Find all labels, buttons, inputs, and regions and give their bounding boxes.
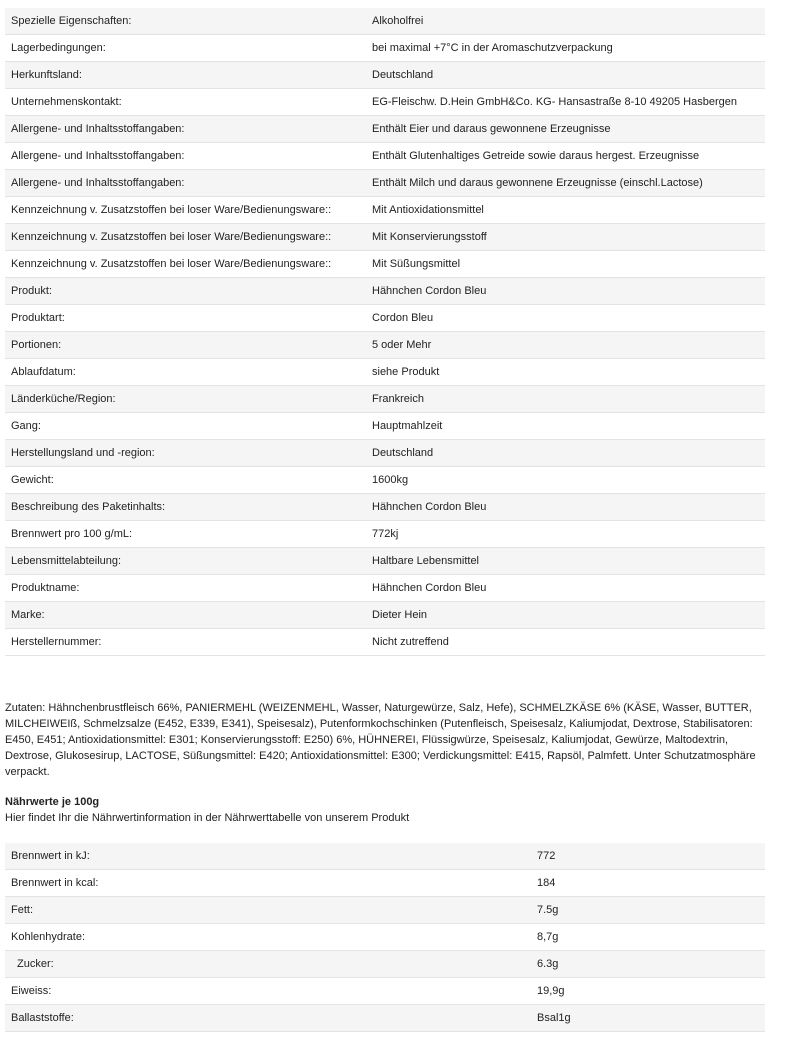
- property-label: Kennzeichnung v. Zusatzstoffen bei loser Ware/Bedienungsware::: [5, 224, 366, 251]
- property-value: Cordon Bleu: [366, 305, 765, 332]
- property-label: Herstellernummer:: [5, 629, 366, 656]
- table-row: [5, 62, 765, 89]
- property-label: Länderküche/Region:: [5, 386, 366, 413]
- table-row: [5, 305, 765, 332]
- property-label: Produktname:: [5, 575, 366, 602]
- nutrient-label: Zucker:: [5, 951, 531, 978]
- property-label: Allergene- und Inhaltsstoffangaben:: [5, 116, 366, 143]
- property-value: Mit Konservierungsstoff: [366, 224, 765, 251]
- nutrient-value: 184: [531, 870, 765, 897]
- nutrient-label: Eiweiss:: [5, 978, 531, 1005]
- property-label: Produkt:: [5, 278, 366, 305]
- table-row: [5, 548, 765, 575]
- property-label: Ablaufdatum:: [5, 359, 366, 386]
- property-value: Enthält Milch und daraus gewonnene Erzeugnisse (einschl.Lactose): [366, 170, 765, 197]
- property-label: Herkunftsland:: [5, 62, 366, 89]
- nutrition-title: Nährwerte je 100g: [5, 796, 100, 808]
- nutrient-label: Brennwert in kcal:: [5, 870, 531, 897]
- property-label: Kennzeichnung v. Zusatzstoffen bei loser Ware/Bedienungsware::: [5, 197, 366, 224]
- table-row: [5, 467, 765, 494]
- property-label: Beschreibung des Paketinhalts:: [5, 494, 366, 521]
- property-value: Hähnchen Cordon Bleu: [366, 575, 765, 602]
- table-row: [5, 521, 765, 548]
- property-value: bei maximal +7°C in der Aromaschutzverpackung: [366, 35, 765, 62]
- property-value: Mit Antioxidationsmittel: [366, 197, 765, 224]
- table-row: [5, 8, 765, 35]
- nutrient-value: 6.3g: [531, 951, 765, 978]
- property-value: EG-Fleischw. D.Hein GmbH&Co. KG- Hansastraße 8-10 49205 Hasbergen: [366, 89, 765, 116]
- property-label: Portionen:: [5, 332, 366, 359]
- table-row: [5, 494, 765, 521]
- table-row: [5, 951, 765, 978]
- nutrient-value: Bsal1g: [531, 1005, 765, 1032]
- ingredients-text: Zutaten: Hähnchenbrustfleisch 66%, PANIERMEHL (WEIZENMEHL, Wasser, Naturgewürze, Salz, Hefe), SCHMELZKÄSE 6% (KÄSE, Wasser, BUTTER, MILCHEIWEIß, Schmelzsalze (E452, E339, E341), Speisesalz), Putenformkochschinken (Putenfleisch, Speisesalz, Kaliumjodat, Dextrose, Stabilisatoren: E450, E451; Antioxidationsmittel: E301; Konservierungsstoff: E250) 6%, HÜHNEREI, Flüssigwürze, Speisesalz, Kaliumjodat, Gewürze, Maltodextrin, Dextrose, Glukosesirup, LACTOSE, Süßungsmittel: E420; Antioxidationsmittel: E300; Verdickungsmittel: E415, Rapsöl, Palmfett. Unter Schutzatmosphäre verpackt.: [5, 702, 756, 778]
- table-row: [5, 843, 765, 870]
- property-value: Frankreich: [366, 386, 765, 413]
- property-label: Unternehmenskontakt:: [5, 89, 366, 116]
- property-value: Dieter Hein: [366, 602, 765, 629]
- nutrient-value: 8,7g: [531, 924, 765, 951]
- property-value: Mit Süßungsmittel: [366, 251, 765, 278]
- property-value: 5 oder Mehr: [366, 332, 765, 359]
- nutrient-label: Kohlenhydrate:: [5, 924, 531, 951]
- table-row: [5, 978, 765, 1005]
- property-value: siehe Produkt: [366, 359, 765, 386]
- table-row: [5, 89, 765, 116]
- property-value: Deutschland: [366, 440, 765, 467]
- table-row: [5, 251, 765, 278]
- nutrient-value: 7.5g: [531, 897, 765, 924]
- table-row: [5, 116, 765, 143]
- table-row: [5, 197, 765, 224]
- table-row: [5, 332, 765, 359]
- property-label: Marke:: [5, 602, 366, 629]
- property-value: Hähnchen Cordon Bleu: [366, 494, 765, 521]
- property-label: Allergene- und Inhaltsstoffangaben:: [5, 143, 366, 170]
- table-row: [5, 143, 765, 170]
- property-label: Gang:: [5, 413, 366, 440]
- table-row: [5, 386, 765, 413]
- nutrient-value: 772: [531, 843, 765, 870]
- table-row: [5, 359, 765, 386]
- property-value: Hauptmahlzeit: [366, 413, 765, 440]
- table-row: [5, 924, 765, 951]
- property-value: Nicht zutreffend: [366, 629, 765, 656]
- table-row: [5, 413, 765, 440]
- property-label: Brennwert pro 100 g/mL:: [5, 521, 366, 548]
- table-row: [5, 35, 765, 62]
- table-row: [5, 575, 765, 602]
- table-row: [5, 170, 765, 197]
- property-value: Haltbare Lebensmittel: [366, 548, 765, 575]
- table-row: [5, 1005, 765, 1032]
- table-row: [5, 629, 765, 656]
- property-label: Produktart:: [5, 305, 366, 332]
- property-value: Hähnchen Cordon Bleu: [366, 278, 765, 305]
- property-value: Enthält Glutenhaltiges Getreide sowie daraus hergest. Erzeugnisse: [366, 143, 765, 170]
- property-value: Alkoholfrei: [366, 8, 765, 35]
- property-label: Allergene- und Inhaltsstoffangaben:: [5, 170, 366, 197]
- nutrient-value: 19,9g: [531, 978, 765, 1005]
- table-row: [5, 224, 765, 251]
- property-value: 772kj: [366, 521, 765, 548]
- nutrient-label: Brennwert in kJ:: [5, 843, 531, 870]
- property-value: Deutschland: [366, 62, 765, 89]
- property-label: Herstellungsland und -region:: [5, 440, 366, 467]
- product-properties-table: [5, 8, 765, 656]
- table-row: [5, 440, 765, 467]
- property-label: Lebensmittelabteilung:: [5, 548, 366, 575]
- property-label: Gewicht:: [5, 467, 366, 494]
- property-value: 1600kg: [366, 467, 765, 494]
- property-label: Kennzeichnung v. Zusatzstoffen bei loser Ware/Bedienungsware::: [5, 251, 366, 278]
- nutrient-label: Fett:: [5, 897, 531, 924]
- properties-body: [5, 8, 765, 656]
- nutrition-body: [5, 843, 765, 1032]
- table-row: [5, 602, 765, 629]
- nutrient-label: Ballaststoffe:: [5, 1005, 531, 1032]
- table-row: [5, 897, 765, 924]
- property-value: Enthält Eier und daraus gewonnene Erzeugnisse: [366, 116, 765, 143]
- nutrition-table: [5, 843, 765, 1032]
- property-label: Lagerbedingungen:: [5, 35, 366, 62]
- table-row: [5, 278, 765, 305]
- table-row: [5, 870, 765, 897]
- nutrition-subtitle: Hier findet Ihr die Nährwertinformation in der Nährwerttabelle von unserem Produkt: [5, 812, 410, 824]
- property-label: Spezielle Eigenschaften:: [5, 8, 366, 35]
